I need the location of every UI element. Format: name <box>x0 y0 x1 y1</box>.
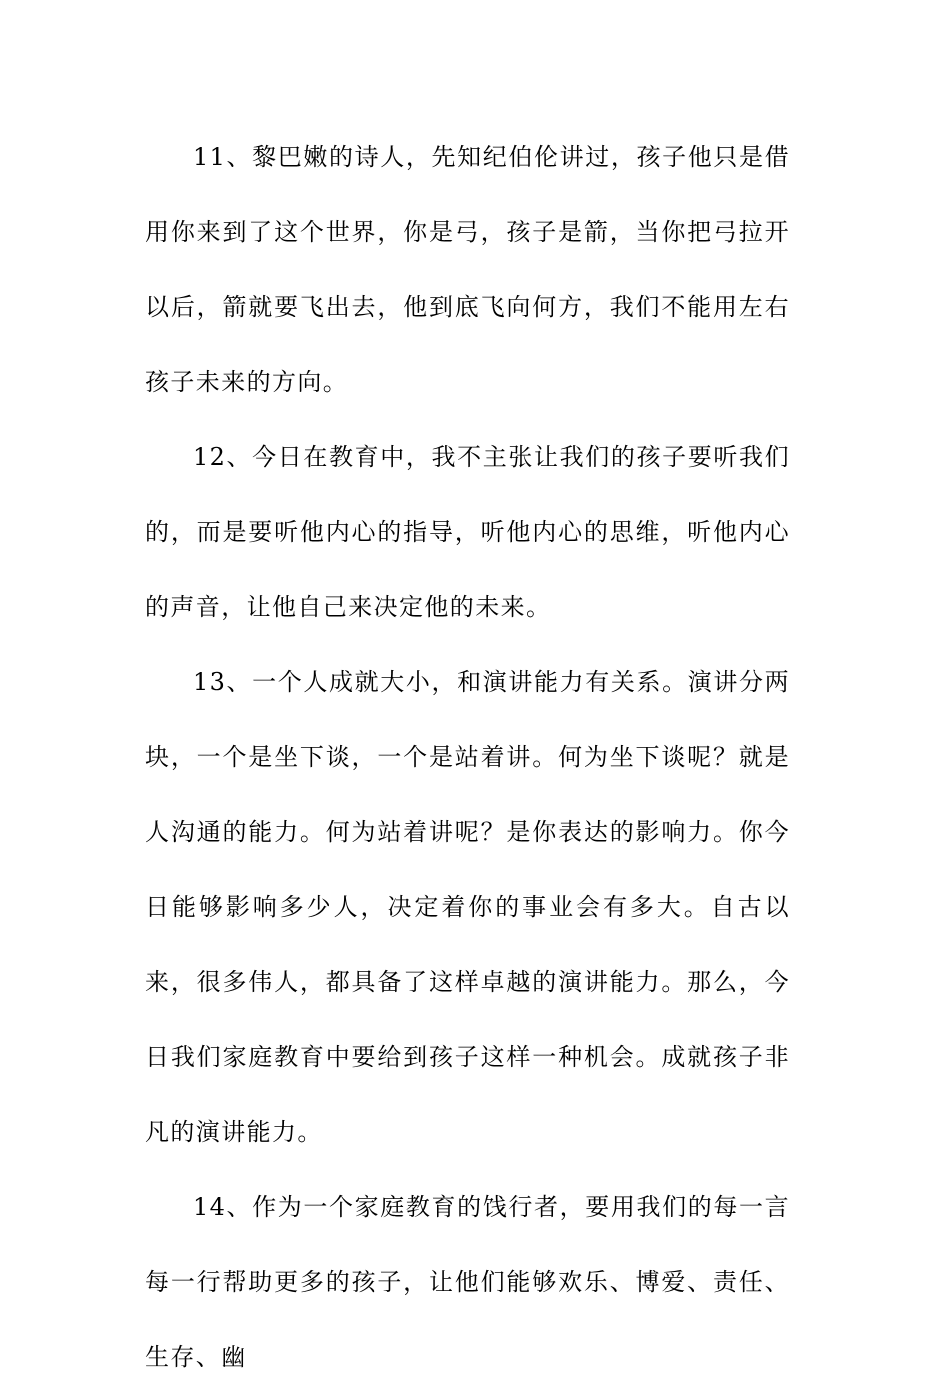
paragraph-13: 13、一个人成就大小，和演讲能力有关系。演讲分两块，一个是坐下谈，一个是站着讲。何为坐下谈呢？就是人沟通的能力。何为站着讲呢？是你表达的影响力。你今日能够影响多少人，决定着你的事业会有多大。自古以来，很多伟人，都具备了这样卓越的演讲能力。那么，今日我们家庭教育中要给到孩子这样一种机会。成就孩子非凡的演讲能力。 <box>145 668 790 1146</box>
paragraph-12: 12、今日在教育中，我不主张让我们的孩子要听我们的，而是要听他内心的指导，听他内心的思维，听他内心的声音，让他自己来决定他的未来。 <box>145 443 790 621</box>
document-body <box>145 120 790 1395</box>
paragraph-11: 11、黎巴嫩的诗人，先知纪伯伦讲过，孩子他只是借用你来到了这个世界，你是弓，孩子是箭，当你把弓拉开以后，箭就要飞出去，他到底飞向何方，我们不能用左右孩子未来的方向。 <box>145 143 790 396</box>
paragraph-14: 14、作为一个家庭教育的饯行者，要用我们的每一言每一行帮助更多的孩子，让他们能够欢乐、博爱、责任、生存、幽 <box>145 1193 790 1371</box>
